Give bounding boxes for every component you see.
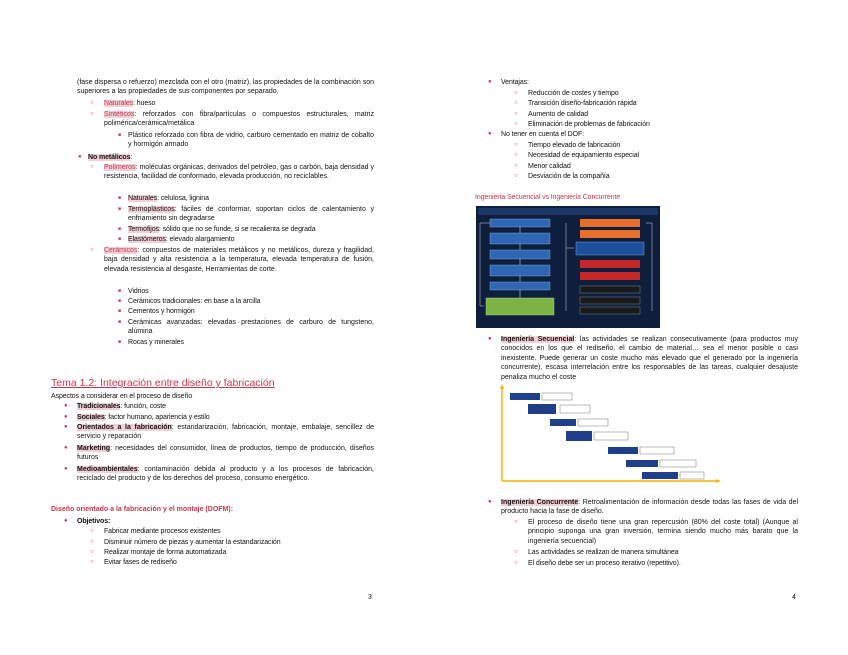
polimero-item: Termofijos: sólido que no se funde, si se recalienta se degrada bbox=[128, 226, 316, 233]
hollow-circle-icon: ○ bbox=[90, 539, 94, 545]
square-bullet-icon: ■ bbox=[118, 236, 122, 242]
intro-paragraph: (fase dispersa o refuerzo) mezclada con el otro (matriz), las propiedades de la combinación son superiores a las propiedades de sus componentes por separado. bbox=[77, 79, 374, 96]
tema-title: Tema 1.2: Integración entre diseño y fabricación bbox=[51, 377, 275, 389]
concurrent-engineering-chart bbox=[490, 383, 730, 495]
hollow-circle-icon: ○ bbox=[514, 560, 518, 566]
filled-circle-icon: ● bbox=[78, 154, 82, 160]
square-bullet-icon: ■ bbox=[118, 319, 122, 325]
square-bullet-icon: ■ bbox=[118, 206, 122, 212]
ceramico-item: Cementos y hormigón bbox=[128, 308, 195, 315]
hollow-circle-icon: ○ bbox=[514, 111, 518, 117]
hollow-circle-icon: ○ bbox=[514, 152, 518, 158]
objetivo-item: Disminuir número de piezas y aumentar la estandarización bbox=[104, 539, 281, 546]
ceramico-item: Rocas y minerales bbox=[128, 339, 184, 346]
filled-circle-icon: ● bbox=[64, 445, 68, 451]
filled-circle-icon: ● bbox=[488, 499, 492, 505]
page-4 bbox=[424, 0, 848, 655]
ventaja-item: Eliminación de problemas de fabricación bbox=[528, 121, 650, 128]
polimero-item: Termoplásticos: fáciles de conformar, soportan ciclos de calentamiento y enfriamiento sin degradarse bbox=[128, 206, 374, 223]
aspectos-intro: Aspectos a considerar en el proceso de diseño bbox=[51, 393, 193, 400]
filled-circle-icon: ● bbox=[64, 518, 68, 524]
no-tener-label: No tener en cuenta el DOF: bbox=[501, 131, 584, 138]
polimeros-item: Polímeros: moléculas orgánicas, derivados del petróleo, gas o carbón, baja densidad y resistencia, facilidad de conformado, elevada producción, no reciclables. bbox=[104, 164, 374, 181]
polimero-item: Elastómeros: elevado alargamiento bbox=[128, 236, 235, 243]
hollow-circle-icon: ○ bbox=[514, 90, 518, 96]
aspecto-item: Marketing: necesidades del consumidor, línea de productos, tiempo de producción, diseños futuros bbox=[77, 445, 374, 462]
hollow-circle-icon: ○ bbox=[514, 100, 518, 106]
square-bullet-icon: ■ bbox=[118, 226, 122, 232]
filled-circle-icon: ● bbox=[488, 131, 492, 137]
hollow-circle-icon: ○ bbox=[90, 528, 94, 534]
concurrente-paragraph: Ingeniería Concurrente: Retroalimentación de información desde todas las fases de vida del producto hacia la fase de diseño. bbox=[501, 499, 798, 516]
hollow-circle-icon: ○ bbox=[90, 111, 94, 117]
hollow-circle-icon: ○ bbox=[90, 100, 94, 106]
hollow-circle-icon: ○ bbox=[90, 247, 94, 253]
objetivo-item: Realizar montaje de forma automatizada bbox=[104, 549, 227, 556]
no-metalicos-heading: No metálicos: bbox=[88, 154, 133, 161]
ceramico-item: Vidrios bbox=[128, 288, 149, 295]
aspecto-item: Tradicionales: función, coste bbox=[77, 403, 166, 410]
hollow-circle-icon: ○ bbox=[514, 142, 518, 148]
hollow-circle-icon: ○ bbox=[514, 121, 518, 127]
page-number: 4 bbox=[792, 594, 796, 601]
ceramico-item: Cerámicas avanzadas: elevadas prestaciones de carburo de tungsteno, alúmina bbox=[128, 319, 374, 336]
square-bullet-icon: ■ bbox=[118, 132, 122, 138]
polimero-item: Naturales: celulosa, lignina bbox=[128, 195, 209, 202]
filled-circle-icon: ● bbox=[488, 79, 492, 85]
page-number: 3 bbox=[368, 594, 372, 601]
concurrente-item: El proceso de diseño tiene una gran repercusión (80% del coste total) (Aunque al principio suponga una gran inversión, termina siendo mucho más barato que la ingeniería secuencial) bbox=[528, 519, 798, 545]
ceramico-item: Cerámicos tradicionales: en base a la arcilla bbox=[128, 298, 261, 305]
filled-circle-icon: ● bbox=[64, 424, 68, 430]
ingenieria-heading: Ingeniería Secuencial vs Ingeniería Concurrente bbox=[475, 194, 621, 201]
ceramicos-item: Cerámicos: compuestos de materiales metálicos y no metálicos, dureza y fragilidad, baja densidad y alta resistencia a la temperatura, elevada temperatura de fusión, elevada resistencia al desgaste, Herramientas de corte. bbox=[104, 247, 374, 273]
no-tener-item: Necesidad de equipamiento especial bbox=[528, 152, 640, 159]
sequential-column bbox=[480, 219, 554, 315]
sequential-vs-concurrent-diagram bbox=[476, 206, 660, 328]
no-tener-item: Desviación de la compañía bbox=[528, 173, 610, 180]
concurrente-item: Las actividades se realizan de manera simultánea bbox=[528, 549, 679, 556]
hollow-circle-icon: ○ bbox=[90, 164, 94, 170]
square-bullet-icon: ■ bbox=[118, 308, 122, 314]
filled-circle-icon: ● bbox=[64, 466, 68, 472]
hollow-circle-icon: ○ bbox=[514, 163, 518, 169]
square-bullet-icon: ■ bbox=[118, 339, 122, 345]
square-bullet-icon: ■ bbox=[118, 298, 122, 304]
aspecto-item: Medioambientales: contaminación debida al producto y a los procesos de fabricación, reciclado del producto y de los derechos del proceso, consumo energético. bbox=[77, 466, 374, 483]
ventaja-item: Aumento de calidad bbox=[528, 111, 589, 118]
hollow-circle-icon: ○ bbox=[514, 519, 518, 525]
no-tener-item: Menor calidad bbox=[528, 163, 571, 170]
filled-circle-icon: ● bbox=[64, 414, 68, 420]
diagram-header bbox=[478, 208, 658, 215]
sinteticos-item: Sintéticos: reforzados con fibra/partículas o compuestos estructurales, matriz polimérica/cerámica/metálica bbox=[104, 111, 374, 128]
naturales-item: Naturales: hueso bbox=[104, 100, 156, 107]
secuencial-paragraph: Ingeniería Secuencial: las actividades se realizan consecutivamente (para productos muy conocidos en los que el rediseño, el cambio de material… sea el menor posible o casi inexistente. Puede generar un coste mucho más elevado que el generado por la ingeniería concurrente), escasa interrelación entre los responsables de las tareas, cualquier desajuste penaliza mucho el coste bbox=[501, 336, 799, 381]
square-bullet-icon: ■ bbox=[118, 195, 122, 201]
filled-circle-icon: ● bbox=[64, 403, 68, 409]
filled-circle-icon: ● bbox=[488, 336, 492, 342]
ventaja-item: Reducción de costes y tiempo bbox=[528, 90, 619, 97]
objetivo-item: Fabricar mediante procesos existentes bbox=[104, 528, 221, 535]
hollow-circle-icon: ○ bbox=[514, 549, 518, 555]
square-bullet-icon: ■ bbox=[118, 288, 122, 294]
no-tener-item: Tiempo elevado de fabricación bbox=[528, 142, 621, 149]
ventajas-label: Ventajas: bbox=[501, 79, 529, 86]
ventaja-item: Transición diseño-fabricación rápida bbox=[528, 100, 637, 107]
objetivos-label: Objetivos: bbox=[77, 518, 111, 525]
gantt-bars bbox=[510, 393, 704, 479]
concurrente-item: El diseño debe ser un proceso iterativo (repetitivo). bbox=[528, 560, 681, 567]
objetivo-item: Evitar fases de rediseño bbox=[104, 559, 177, 566]
aspecto-item: Orientados a la fabricación: estandarización, fabricación, montaje, embalaje, sencillez de servicio y reparación bbox=[77, 424, 374, 441]
dofm-heading: Diseño orientado a la fabricación y el montaje (DOFM): bbox=[51, 506, 234, 513]
aspecto-item: Sociales: factor humano, apariencia y estilo bbox=[77, 414, 210, 421]
hollow-circle-icon: ○ bbox=[90, 549, 94, 555]
hollow-circle-icon: ○ bbox=[514, 173, 518, 179]
hollow-circle-icon: ○ bbox=[90, 559, 94, 565]
sinteticos-sub-item: Plástico reforzado con fibra de vidrio, carburo cementado en matriz de cobalto y hormigón armado bbox=[128, 132, 374, 149]
